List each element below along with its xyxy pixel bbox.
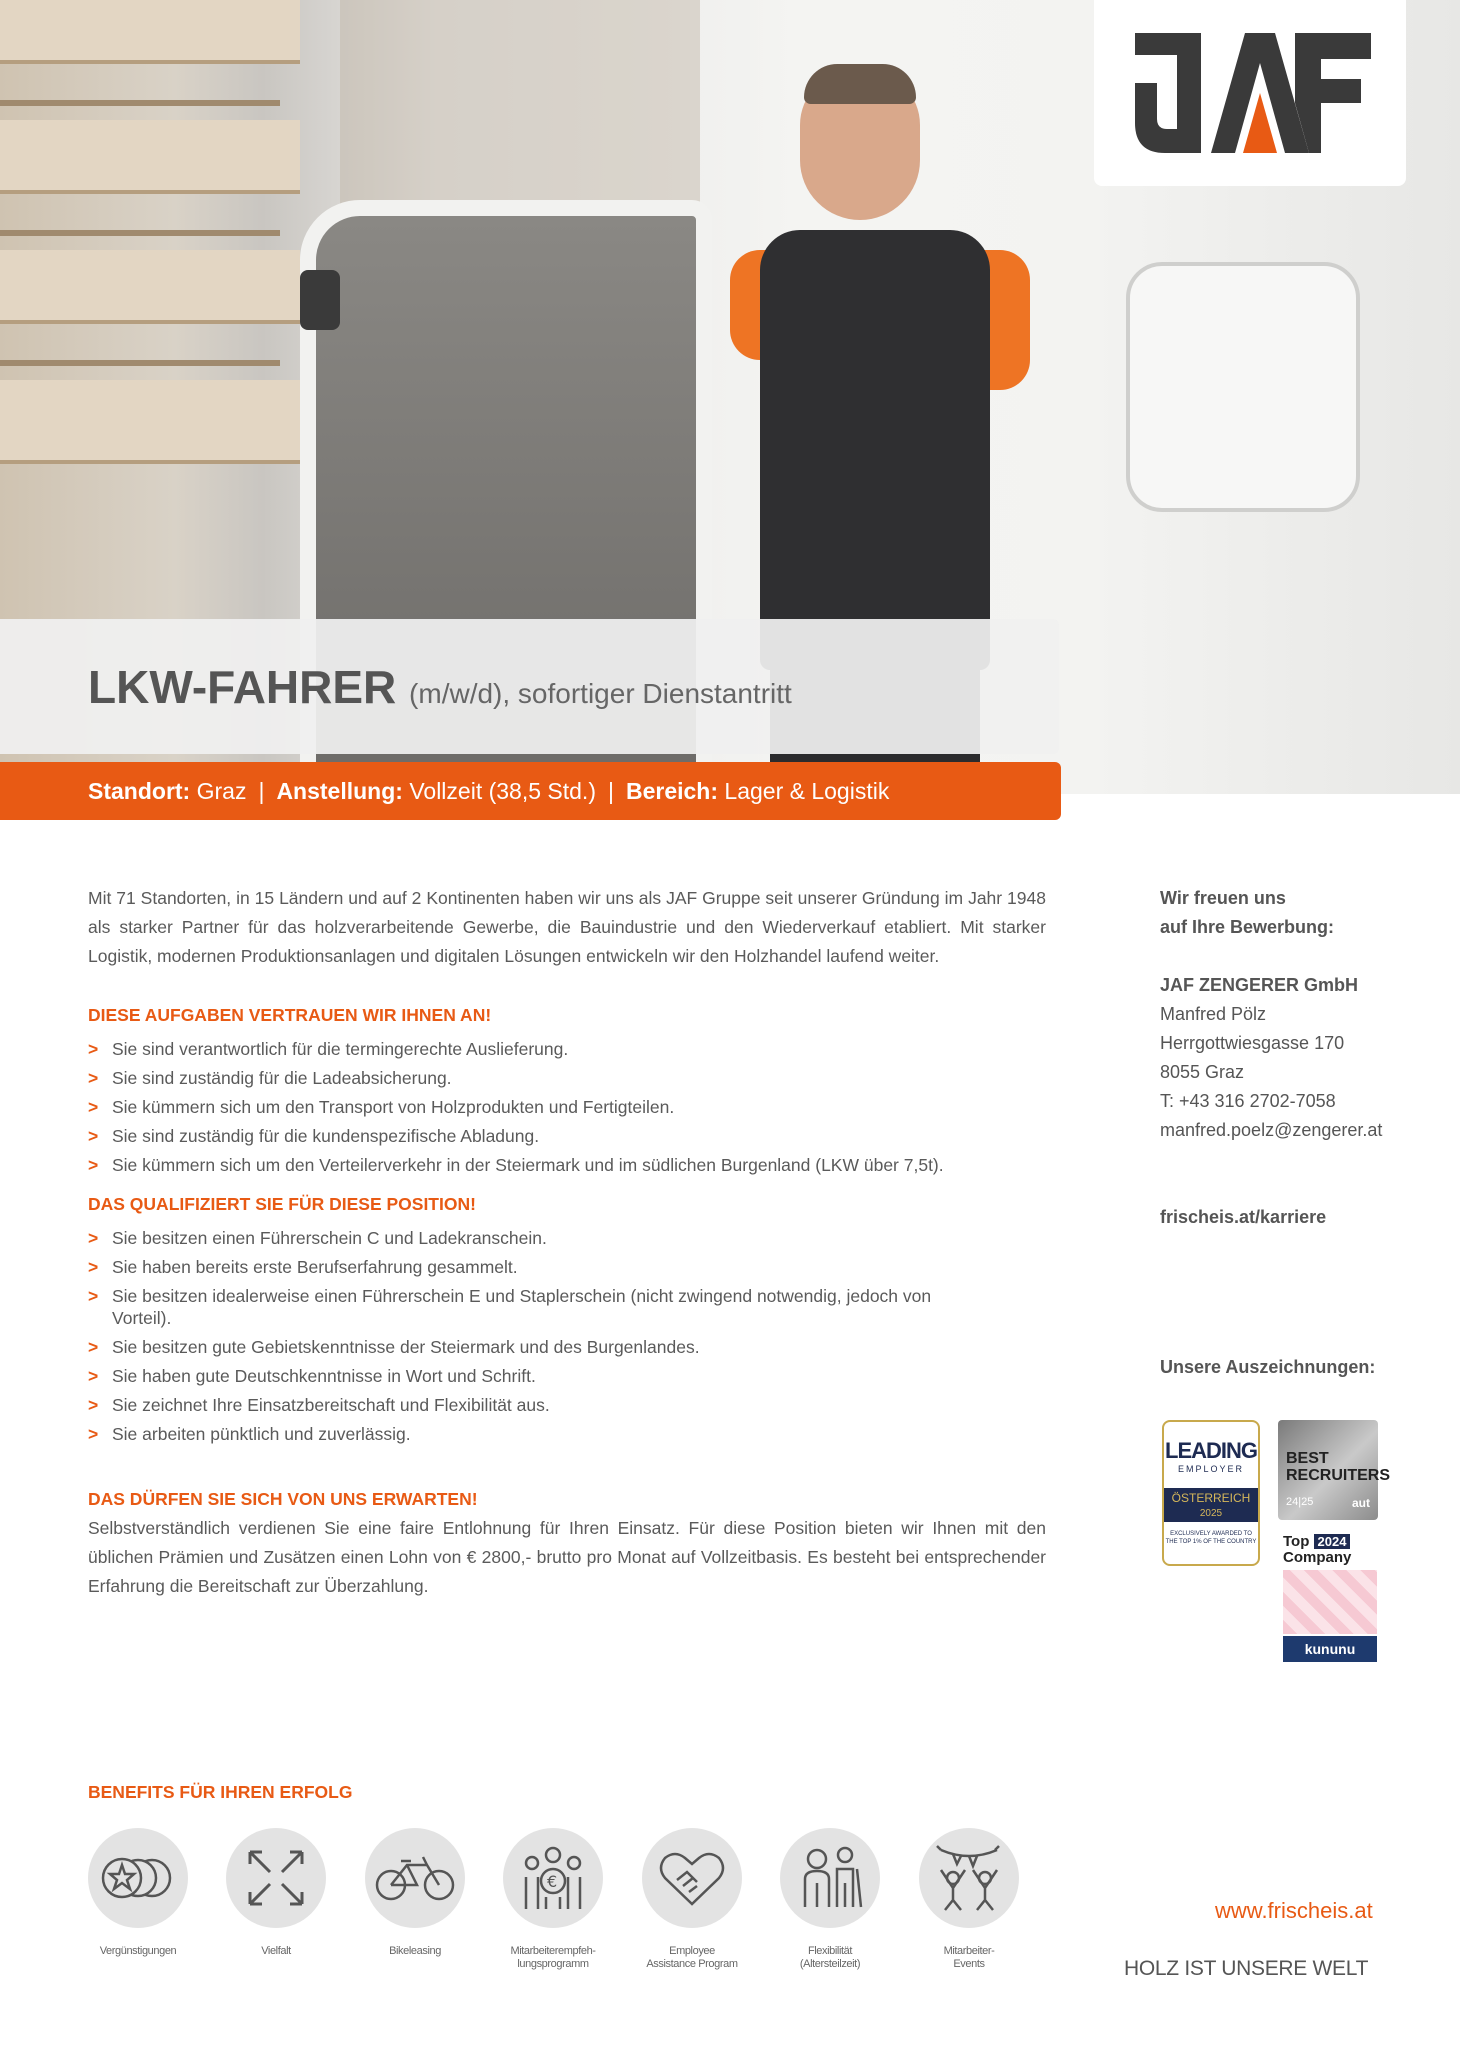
best-recruiters-badge	[1278, 1420, 1391, 1520]
leading-title: LEADING	[1165, 1438, 1257, 1463]
expect-heading: DAS DÜRFEN SIE SICH VON UNS ERWARTEN!	[88, 1489, 478, 1509]
best-year: 24|25	[1286, 1496, 1314, 1508]
leading-country: ÖSTERREICH	[1164, 1488, 1258, 1508]
leading-foot: EXCLUSIVELY AWARDED TO THE TOP 1% OF THE COUNTRY	[1165, 1531, 1257, 1545]
contact-column	[1160, 884, 1420, 1232]
top-label: Top	[1283, 1533, 1310, 1550]
standort-label: Standort:	[88, 777, 191, 804]
benefit-label: Mitarbeiter- Events	[943, 1945, 995, 1970]
best-line-2: RECRUITERS	[1286, 1467, 1391, 1484]
tasks-heading: DIESE AUFGABEN VERTRAUEN WIR IHNEN AN!	[88, 1005, 492, 1025]
top-company: Company	[1283, 1549, 1352, 1566]
warehouse-shelf	[0, 230, 280, 236]
list-item: > Sie kümmern sich um den Transport von Holzprodukten und Fertigteilen.	[88, 1096, 968, 1118]
contact-email[interactable]: manfred.poelz@zengerer.at	[1160, 1120, 1383, 1140]
list-item: > Sie sind verantwortlich für die termingerechte Auslieferung.	[88, 1038, 968, 1060]
leading-sub: EMPLOYER	[1177, 1464, 1244, 1474]
list-item: > Sie sind zuständig für die Ladeabsicherung.	[88, 1067, 968, 1089]
benefit-label: Flexibilität (Altersteilzeit)	[799, 1945, 861, 1970]
age-icon	[795, 1843, 865, 1913]
anstellung-value: Vollzeit (38,5 Std.)	[409, 777, 596, 804]
benefit-item	[346, 1828, 484, 1958]
separator: |	[607, 777, 614, 804]
handshake-icon	[657, 1848, 727, 1908]
intro-text: Mit 71 Standorten, in 15 Ländern und auf 2 Kontinenten haben wir uns als JAF Gruppe seit unserer Gründung im Jahr 1948 als starker Partner für das holzverarbeitende Gewerbe, die Bauindustrie und den Wiederverkauf etabliert. Mit starker Logistik, modernen Produktionsanlagen und digitalen Lösungen entwickeln wir den Holzhandel laufend weiter.	[88, 888, 1046, 966]
svg-text:€: €	[547, 1872, 558, 1891]
warehouse-pallet	[0, 380, 300, 464]
slogan: HOLZ IST UNSERE WELT	[1124, 1957, 1369, 1980]
website-link[interactable]: www.frischeis.at	[1215, 1898, 1373, 1923]
leading-year: 2025	[1164, 1508, 1258, 1522]
qualifications-list	[88, 1227, 968, 1445]
leading-employer-badge	[1162, 1420, 1260, 1566]
list-item: > Sie besitzen idealerweise einen Führerschein E und Staplerschein (nicht zwingend notwendig, jedoch von Vorteil).	[88, 1285, 968, 1329]
kununu-label: kununu	[1283, 1636, 1377, 1662]
benefit-item	[69, 1828, 207, 1958]
warehouse-shelf	[0, 100, 280, 106]
standort-value: Graz	[196, 777, 247, 804]
warehouse-pallet	[0, 120, 300, 194]
job-info-bar	[0, 762, 1061, 820]
benefit-item	[900, 1828, 1038, 1971]
best-line-1: BEST	[1286, 1450, 1329, 1467]
benefit-item	[207, 1828, 345, 1958]
awards-heading: Unsere Auszeichnungen:	[1160, 1357, 1376, 1377]
qualifications-heading: DAS QUALIFIZIERT SIE FÜR DIESE POSITION!	[88, 1194, 476, 1214]
list-item: > Sie besitzen gute Gebietskenntnisse der Steiermark und des Burgenlandes.	[88, 1336, 968, 1358]
bereich-label: Bereich:	[625, 777, 719, 804]
tasks-list	[88, 1038, 968, 1176]
list-item: > Sie haben gute Deutschkenntnisse in Wort und Schrift.	[88, 1365, 968, 1387]
benefit-item	[623, 1828, 761, 1971]
jaf-logo-icon	[1125, 33, 1375, 153]
benefit-item	[484, 1828, 622, 1971]
warehouse-pallet	[0, 0, 300, 64]
benefit-label: Mitarbeiterempfeh- lungsprogramm	[510, 1945, 596, 1970]
best-country: aut	[1352, 1496, 1370, 1510]
bicycle-icon	[375, 1853, 455, 1903]
contact-street: Herrgottwiesgasse 170	[1160, 1033, 1345, 1053]
party-icon	[933, 1842, 1005, 1914]
contact-phone[interactable]: T: +43 316 2702-7058	[1160, 1091, 1336, 1111]
page-title	[88, 660, 792, 714]
door-handle	[300, 270, 340, 330]
truck-cab-window	[1126, 262, 1360, 512]
arrows-icon	[244, 1846, 308, 1910]
job-title: LKW-FAHRER	[88, 661, 397, 713]
kununu-pattern	[1283, 1570, 1377, 1634]
list-item: > Sie besitzen einen Führerschein C und Ladekranschein.	[88, 1227, 968, 1249]
list-item: > Sie arbeiten pünktlich und zuverlässig.	[88, 1423, 968, 1445]
benefit-item	[761, 1828, 899, 1971]
benefit-label: Employee Assistance Program	[646, 1945, 738, 1970]
contact-company: JAF ZENGERER GmbH	[1160, 975, 1359, 995]
list-item: > Sie sind zuständig für die kundenspezifische Abladung.	[88, 1125, 968, 1147]
list-item: > Sie kümmern sich um den Verteilerverkehr in der Steiermark und im südlichen Burgenland (LKW über 7,5t).	[88, 1154, 968, 1176]
main-content	[88, 884, 1046, 1601]
warehouse-pallet	[0, 250, 300, 324]
careers-link[interactable]: frischeis.at/karriere	[1160, 1207, 1327, 1227]
list-item: > Sie haben bereits erste Berufserfahrung gesammelt.	[88, 1256, 968, 1278]
contact-person: Manfred Pölz	[1160, 1004, 1267, 1024]
top-year: 2024	[1314, 1534, 1351, 1549]
jaf-logo	[1094, 0, 1406, 186]
expect-text: Selbstverständlich verdienen Sie eine faire Entlohnung für Ihren Einsatz. Für diese Position bieten wir Ihnen mit den üblichen Prämien und Zusätzen einen Lohn von € 2800,- brutto pro Monat auf Vollzeitbasis. Es besteht bei entsprechender Erfahrung die Bereitschaft zur Überzahlung.	[88, 1518, 1046, 1596]
benefit-label: Vielfalt	[261, 1945, 291, 1957]
contact-city: 8055 Graz	[1160, 1062, 1245, 1082]
job-subtitle: (m/w/d), sofortiger Dienstantritt	[409, 678, 792, 709]
contact-intro-1: Wir freuen uns	[1160, 888, 1286, 908]
benefit-label: Bikeleasing	[389, 1945, 441, 1957]
discount-icon	[100, 1853, 176, 1903]
benefit-label: Vergünstigungen	[99, 1945, 177, 1957]
separator: |	[258, 777, 265, 804]
bereich-value: Lager & Logistik	[724, 777, 890, 804]
benefits-heading: BENEFITS FÜR IHREN ERFOLG	[88, 1782, 353, 1802]
referral-icon	[518, 1843, 588, 1913]
anstellung-label: Anstellung:	[276, 777, 403, 804]
warehouse-shelf	[0, 360, 280, 366]
contact-intro-2: auf Ihre Bewerbung:	[1160, 917, 1335, 937]
kununu-top-company-badge	[1283, 1534, 1377, 1662]
list-item: > Sie zeichnet Ihre Einsatzbereitschaft und Flexibilität aus.	[88, 1394, 968, 1416]
